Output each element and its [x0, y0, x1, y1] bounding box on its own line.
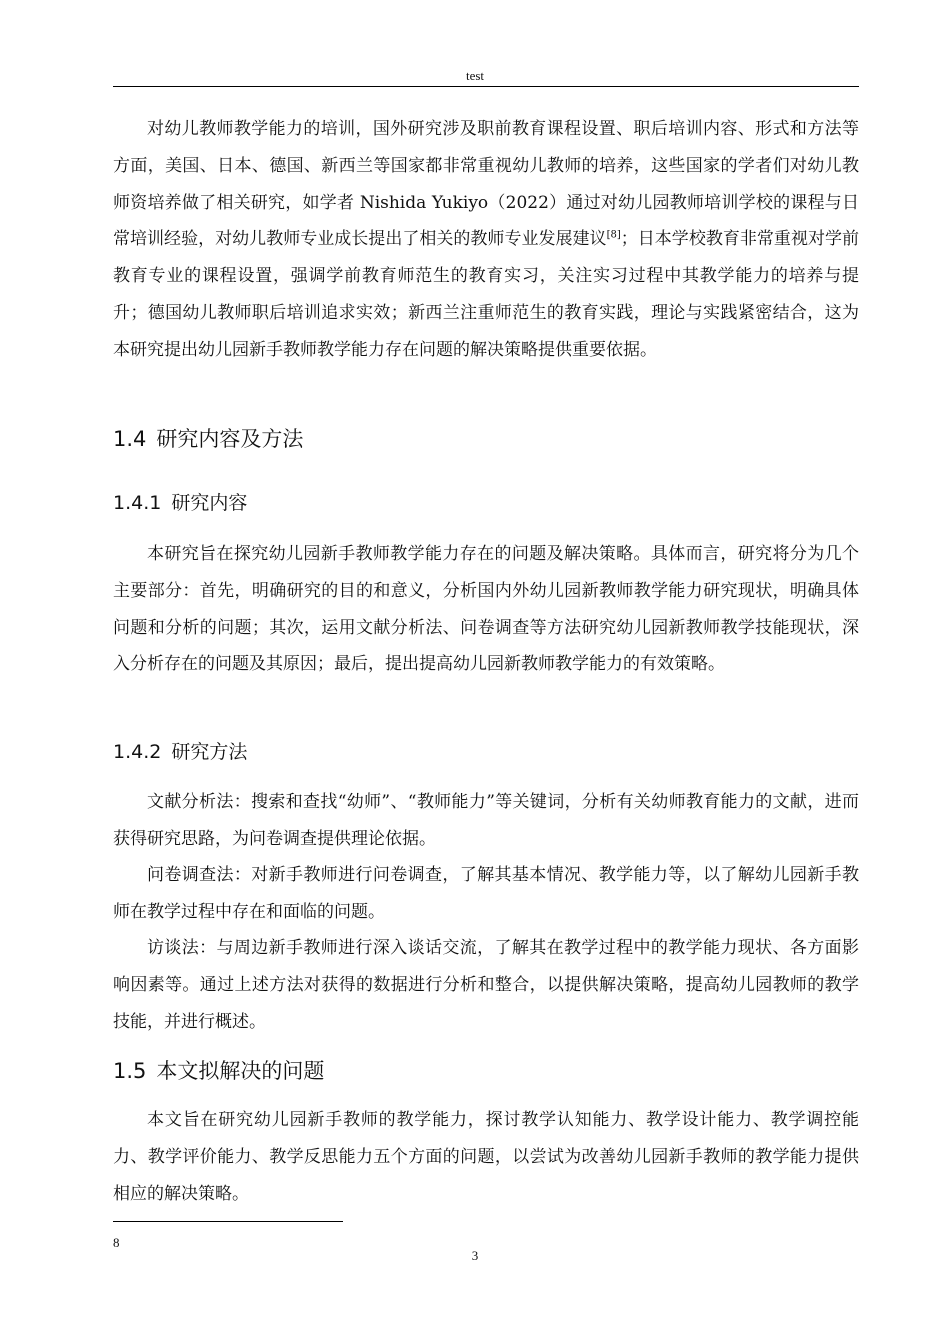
paragraph-text: ；日本学校教育非常重视对学前教育专业的课程设置，强调学前教育师范生的教育实习，关注实习过程中其教学能力的培养与提升；德国幼儿教师职后培训追求实效；新西兰注重师范生的教育实践，理论与实践紧密结合，这为本研究提出幼儿园新手教师教学能力存在问题的解决策略提供重要依据。 — [113, 229, 860, 360]
citation-ref: [8] — [606, 229, 621, 241]
heading-number: 1.4.1 — [113, 492, 162, 514]
paragraph-literature-method: 文献分析法：搜索和查找“幼师”、“教师能力”等关键词，分析有关幼师教育能力的文献，进而获得研究思路，为问卷调查提供理论依据。 — [113, 792, 859, 849]
paragraph-problems: 本文旨在研究幼儿园新手教师的教学能力，探讨教学认知能力、教学设计能力、教学调控能力、教学评价能力、教学反思能力五个方面的问题，以尝试为改善幼儿园新手教师的教学能力提供相应的解决策略。 — [113, 1110, 859, 1204]
heading-title: 研究内容及方法 — [156, 427, 304, 451]
heading-title: 研究方法 — [171, 741, 248, 763]
heading-1-4-1 — [113, 488, 247, 515]
paragraph-research-content: 本研究旨在探究幼儿园新手教师教学能力存在的问题及解决策略。具体而言，研究将分为几个主要部分：首先，明确研究的目的和意义，分析国内外幼儿园新教师教学能力研究现状，明确具体问题和分析的问题；其次，运用文献分析法、问卷调查等方法研究幼儿园新教师教学技能现状，深入分析存在的问题及其原因；最后，提出提高幼儿园新教师教学能力的有效策略。 — [113, 544, 859, 675]
heading-title: 研究内容 — [171, 492, 248, 514]
footnote-number: 8 — [113, 1235, 120, 1250]
heading-number: 1.4 — [113, 427, 147, 451]
heading-1-4 — [113, 423, 303, 453]
heading-number: 1.4.2 — [113, 741, 162, 763]
paragraph-survey-method: 问卷调查法：对新手教师进行问卷调查，了解其基本情况、教学能力等，以了解幼儿园新手教师在教学过程中存在和面临的问题。 — [113, 865, 859, 922]
paragraph-text: 对幼儿教师教学能力的培训，国外研究涉及职前教育课程设置、职后培训内容、形式和方法等方面，美国、日本、德国、新西兰等国家都非常重视幼儿教师的培养，这些国家的学者们对幼儿教师资培养做了相关研究，如学者 Nishida Yukiyo（2022）通过对幼儿园教师培训学校的课程与日常培训经验，对幼儿教师专业成长提出了相关的教师专业发展建议 — [113, 119, 859, 250]
footnote-separator — [113, 1221, 343, 1222]
heading-1-5 — [113, 1055, 324, 1085]
paragraph-intl-research — [113, 111, 859, 369]
heading-number: 1.5 — [113, 1059, 147, 1083]
paragraph-interview-method: 访谈法：与周边新手教师进行深入谈话交流，了解其在教学过程中的教学能力现状、各方面影响因素等。通过上述方法对获得的数据进行分析和整合，以提供解决策略，提高幼儿园教师的教学技能，并进行概述。 — [113, 938, 859, 1032]
header-text: test — [465, 68, 485, 83]
page-number: 3 — [471, 1248, 479, 1263]
header-rule — [113, 86, 859, 87]
heading-1-4-2 — [113, 737, 247, 764]
heading-title: 本文拟解决的问题 — [156, 1059, 325, 1083]
